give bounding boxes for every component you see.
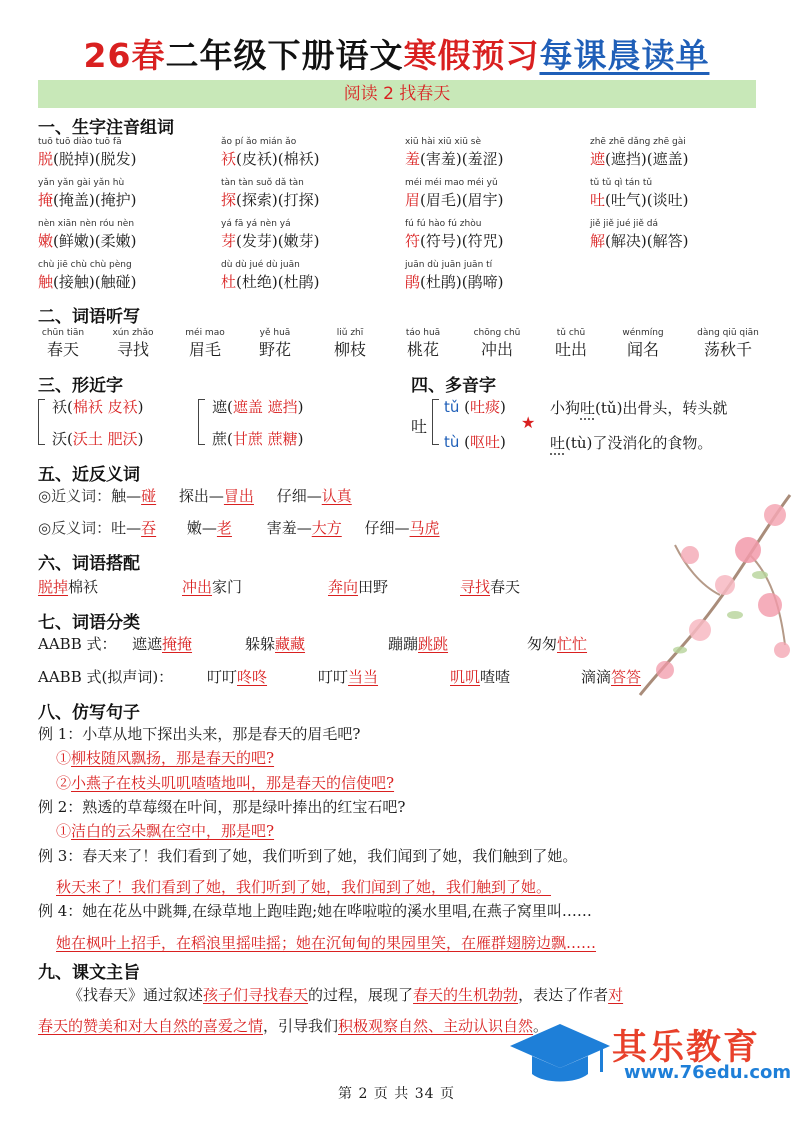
antonym-2-word: 嫩— bbox=[186, 519, 217, 537]
char-words bbox=[590, 230, 688, 252]
theme-p5: ，表达了作者 bbox=[518, 986, 609, 1004]
antonym-line bbox=[38, 517, 440, 538]
char-compounds: (吐气)(谈吐) bbox=[605, 191, 689, 209]
collocation-2-noun: 家门 bbox=[212, 578, 243, 596]
section-heading-1: 一、生字注音组词 bbox=[38, 118, 174, 138]
blossom-2 bbox=[735, 537, 761, 563]
ex4-ans: 她在枫叶上招手，在稻浪里摇哇摇；她在沉甸甸的果园里笑，在雁群翅膀边飘…… bbox=[56, 934, 597, 952]
classify-r1-3-a: 蹦蹦 bbox=[388, 635, 419, 653]
synonym-1-word: 触— bbox=[111, 487, 142, 505]
collocation-4-verb: 寻找 bbox=[460, 578, 491, 596]
polyphone-py-2: tù bbox=[444, 433, 460, 451]
char-words bbox=[405, 271, 503, 293]
star-icon: ★ bbox=[521, 413, 536, 432]
section-heading-7: 七、词语分类 bbox=[38, 613, 140, 633]
classify-row2-item-1 bbox=[207, 666, 267, 687]
char-words bbox=[38, 148, 136, 170]
classify-row2-item-3 bbox=[450, 666, 510, 687]
char-glyph: 符 bbox=[405, 232, 421, 250]
classify-r2-3-a: 叽叽 bbox=[450, 668, 481, 686]
char-compounds: (接触)(触碰) bbox=[53, 273, 137, 291]
classify-r1-2-a: 躲躲 bbox=[245, 635, 276, 653]
char-pinyin: yǎn yǎn gài yǎn hù bbox=[38, 178, 125, 188]
dictation-pinyin: yě huā bbox=[259, 328, 291, 338]
polyphone-s1-char: 吐 bbox=[580, 399, 596, 417]
polyphone-sentence-2 bbox=[550, 432, 712, 453]
char-compounds: (鲜嫩)(柔嫩) bbox=[53, 232, 137, 250]
example-1: 例 1：小草从地下探出头来，那是春天的眉毛吧? bbox=[38, 725, 361, 743]
bracket-left-1 bbox=[38, 399, 45, 445]
char-glyph: 脱 bbox=[38, 150, 54, 168]
classify-r1-3-b: 跳跳 bbox=[418, 635, 449, 653]
example-2-answer-1 bbox=[56, 820, 274, 841]
synonym-1-answer: 碰 bbox=[141, 487, 157, 505]
classify-r1-1-a: 遮遮 bbox=[132, 635, 163, 653]
dictation-word bbox=[472, 327, 522, 361]
char-glyph: 触 bbox=[38, 273, 54, 291]
theme-p1: 《找春天》通过叙述 bbox=[68, 986, 204, 1004]
char-compounds: (眉毛)(眉宇) bbox=[420, 191, 504, 209]
char-entry bbox=[590, 136, 688, 170]
theme-line-2 bbox=[38, 1015, 548, 1036]
similar-4-words: 甘蔗 蔗糖 bbox=[232, 430, 298, 448]
char-words bbox=[405, 148, 503, 170]
char-glyph: 羞 bbox=[405, 150, 421, 168]
char-words bbox=[405, 230, 503, 252]
section-heading-9: 九、课文主旨 bbox=[38, 963, 140, 983]
classify-row1-item-2 bbox=[245, 633, 305, 654]
char-entry bbox=[221, 218, 319, 252]
similar-3-words: 遮盖 遮挡 bbox=[232, 398, 298, 416]
similar-2-words: 沃土 肥沃 bbox=[72, 430, 138, 448]
dictation-text: 柳枝 bbox=[333, 340, 366, 359]
char-pinyin: ǎo pí ǎo mián ǎo bbox=[221, 137, 297, 147]
char-pinyin: fú fú hào fú zhòu bbox=[405, 219, 482, 229]
char-compounds: (探索)(打探) bbox=[236, 191, 320, 209]
char-glyph: 芽 bbox=[221, 232, 237, 250]
dictation-word bbox=[38, 327, 88, 361]
char-glyph: 遮 bbox=[590, 150, 606, 168]
similar-3-close: ) bbox=[297, 398, 304, 416]
title-reading-list: 每课晨读单 bbox=[539, 36, 710, 75]
example-1-answer-1 bbox=[56, 747, 274, 768]
char-pinyin: xiū hài xiū xiū sè bbox=[405, 137, 481, 147]
similar-row-4 bbox=[212, 428, 304, 449]
polyphone-py-1: tǔ bbox=[444, 398, 460, 416]
antonym-2-answer: 老 bbox=[216, 519, 232, 537]
char-pinyin: tàn tàn suǒ dǎ tàn bbox=[221, 178, 304, 188]
classify-row1-item-3 bbox=[388, 633, 448, 654]
char-compounds: (解决)(解答) bbox=[605, 232, 689, 250]
classify-r2-4-a: 滴滴 bbox=[581, 668, 612, 686]
blossom-7 bbox=[774, 642, 790, 658]
char-compounds: (杜绝)(杜鹃) bbox=[236, 273, 320, 291]
char-words bbox=[38, 189, 136, 211]
title-preview: 寒假预习 bbox=[403, 36, 540, 75]
synonym-label: ◎近义词： bbox=[38, 487, 112, 505]
char-compounds: (掩盖)(掩护) bbox=[53, 191, 137, 209]
logo-url: www.76edu.com bbox=[624, 1062, 792, 1083]
char-pinyin: jiě jiě jué jiě dá bbox=[590, 219, 659, 229]
char-entry bbox=[221, 177, 319, 211]
classify-r1-2-b: 藏藏 bbox=[275, 635, 306, 653]
char-pinyin: yá fā yá nèn yá bbox=[221, 219, 291, 229]
collocation-1 bbox=[38, 576, 98, 597]
blossom-5 bbox=[758, 593, 782, 617]
dictation-pinyin: méi mao bbox=[185, 328, 225, 338]
classify-row1-item-4 bbox=[527, 633, 587, 654]
char-words bbox=[221, 148, 319, 170]
dictation-text: 春天 bbox=[46, 340, 79, 359]
collocation-1-noun: 棉袄 bbox=[68, 578, 99, 596]
antonym-1-word: 吐— bbox=[111, 519, 142, 537]
polyphone-s2-rest: (tù)了没消化的食物。 bbox=[565, 434, 713, 452]
dictation-text: 眉毛 bbox=[188, 340, 221, 359]
char-glyph: 鹃 bbox=[405, 273, 421, 291]
antonym-4-word: 仔细— bbox=[364, 519, 410, 537]
blossom-6 bbox=[689, 619, 711, 641]
similar-2-close: ) bbox=[137, 430, 144, 448]
char-words bbox=[405, 189, 503, 211]
dictation-pinyin: tǔ chū bbox=[556, 328, 586, 338]
collocation-3-noun: 田野 bbox=[358, 578, 389, 596]
ex1-ans-1: 柳枝随风飘扬，那是春天的吧? bbox=[71, 749, 275, 767]
synonym-2-word: 探出— bbox=[178, 487, 224, 505]
char-glyph: 掩 bbox=[38, 191, 54, 209]
char-compounds: (害羞)(羞涩) bbox=[420, 150, 504, 168]
section-heading-8: 八、仿写句子 bbox=[38, 703, 140, 723]
theme-p9: 积极观察自然、主动认识自然 bbox=[338, 1017, 534, 1035]
dictation-text: 荡秋千 bbox=[703, 340, 752, 359]
similar-1-close: ) bbox=[137, 398, 144, 416]
classify-r2-4-b: 答答 bbox=[611, 668, 642, 686]
polyphone-2-open: ( bbox=[464, 433, 471, 451]
char-words bbox=[38, 271, 136, 293]
antonym-3-word: 害羞— bbox=[266, 519, 312, 537]
theme-p6: 对 bbox=[608, 986, 624, 1004]
classify-row2-label: AABB 式(拟声词)： bbox=[38, 668, 174, 686]
similar-2-char: 沃( bbox=[52, 430, 73, 448]
similar-row-1 bbox=[52, 396, 144, 417]
char-glyph: 嫩 bbox=[38, 232, 54, 250]
classify-r1-1-b: 掩掩 bbox=[162, 635, 193, 653]
char-pinyin: juān dù juān juān tí bbox=[405, 260, 493, 270]
polyphone-s2-char: 吐 bbox=[550, 434, 566, 452]
polyphone-word-2: 呕吐 bbox=[470, 433, 501, 451]
dictation-word bbox=[618, 327, 668, 361]
leaf-1 bbox=[727, 611, 743, 619]
similar-3-char: 遮( bbox=[212, 398, 233, 416]
char-words bbox=[590, 148, 688, 170]
theme-p3: 的过程，展现了 bbox=[308, 986, 414, 1004]
bracket-left-2 bbox=[198, 399, 205, 445]
cap-tassel bbox=[600, 1048, 603, 1072]
synonym-3-answer: 认真 bbox=[321, 487, 352, 505]
similar-1-words: 棉袄 皮袄 bbox=[72, 398, 138, 416]
char-compounds: (皮袄)(棉袄) bbox=[236, 150, 320, 168]
char-entry bbox=[38, 218, 136, 252]
char-compounds: (脱掉)(脱发) bbox=[53, 150, 137, 168]
title-year: 26春 bbox=[83, 36, 166, 75]
classify-r1-4-a: 匆匆 bbox=[527, 635, 558, 653]
char-pinyin: chù jiē chù chù pèng bbox=[38, 260, 132, 270]
blossom-decoration bbox=[630, 455, 793, 705]
char-entry bbox=[590, 218, 688, 252]
dictation-pinyin: xún zhǎo bbox=[112, 328, 154, 338]
section-heading-3: 三、形近字 bbox=[38, 376, 123, 396]
char-glyph: 吐 bbox=[590, 191, 606, 209]
collocation-1-verb: 脱掉 bbox=[38, 578, 69, 596]
polyphone-row-1 bbox=[444, 396, 506, 417]
synonym-line bbox=[38, 485, 352, 506]
char-glyph: 杜 bbox=[221, 273, 237, 291]
similar-4-char: 蔗( bbox=[212, 430, 233, 448]
collocation-2-verb: 冲出 bbox=[182, 578, 213, 596]
char-compounds: (杜鹃)(鹃啼) bbox=[420, 273, 504, 291]
classify-r1-4-b: 忙忙 bbox=[557, 635, 588, 653]
antonym-1-answer: 吞 bbox=[141, 519, 157, 537]
example-3: 例 3：春天来了！我们看到了她，我们听到了她，我们闻到了她，我们触到了她。 bbox=[38, 847, 578, 865]
char-compounds: (发芽)(嫩芽) bbox=[236, 232, 320, 250]
char-entry bbox=[405, 218, 503, 252]
antonym-4-answer: 马虎 bbox=[409, 519, 440, 537]
blossom-3 bbox=[715, 575, 735, 595]
classify-r2-1-a: 叮叮 bbox=[207, 668, 238, 686]
ex1-ans-2: 小燕子在枝头叽叽喳喳地叫，那是春天的信使吧? bbox=[71, 774, 395, 792]
polyphone-1-open: ( bbox=[464, 398, 471, 416]
example-4: 例 4：她在花丛中跳舞,在绿草地上跑哇跑;她在哗啦啦的溪水里唱,在燕子窝里叫…… bbox=[38, 902, 592, 920]
collocation-4 bbox=[460, 576, 520, 597]
collocation-3 bbox=[328, 576, 388, 597]
theme-p8: ，引导我们 bbox=[263, 1017, 339, 1035]
char-entry bbox=[38, 259, 136, 293]
polyphone-char: 吐 bbox=[411, 417, 428, 436]
similar-row-2 bbox=[52, 428, 144, 449]
classify-row1-item-1 bbox=[132, 633, 192, 654]
classify-r2-2-b: 当当 bbox=[348, 668, 379, 686]
char-entry bbox=[405, 136, 503, 170]
section-heading-4: 四、多音字 bbox=[411, 376, 496, 396]
synonym-3-word: 仔细— bbox=[276, 487, 322, 505]
dictation-pinyin: chōng chū bbox=[473, 328, 521, 338]
dictation-text: 吐出 bbox=[554, 340, 587, 359]
collocation-2 bbox=[182, 576, 242, 597]
section-heading-6: 六、词语搭配 bbox=[38, 554, 140, 574]
blossom-4 bbox=[681, 546, 699, 564]
dictation-word bbox=[546, 327, 596, 361]
classify-r2-2-a: 叮叮 bbox=[318, 668, 349, 686]
char-words bbox=[38, 230, 136, 252]
dictation-text: 寻找 bbox=[116, 340, 149, 359]
char-entry bbox=[405, 177, 503, 211]
blossom-8 bbox=[656, 661, 674, 679]
similar-row-3 bbox=[212, 396, 304, 417]
page-number: 第 2 页 共 34 页 bbox=[338, 1086, 455, 1102]
polyphone-2-close: ) bbox=[500, 433, 506, 451]
dictation-word bbox=[180, 327, 230, 361]
dictation-word bbox=[108, 327, 158, 361]
classify-r2-3-b: 喳喳 bbox=[480, 668, 511, 686]
ex2-num-1: ① bbox=[56, 822, 72, 840]
dictation-word bbox=[398, 327, 448, 361]
char-compounds: (遮挡)(遮盖) bbox=[605, 150, 689, 168]
theme-p2: 孩子们寻找春天 bbox=[203, 986, 309, 1004]
classify-r2-1-b: 咚咚 bbox=[237, 668, 268, 686]
char-glyph: 袄 bbox=[221, 150, 237, 168]
char-pinyin: dù dù jué dù juān bbox=[221, 260, 300, 270]
dictation-word bbox=[325, 327, 375, 361]
theme-p4: 春天的生机勃勃 bbox=[413, 986, 519, 1004]
char-pinyin: nèn xiān nèn róu nèn bbox=[38, 219, 135, 229]
cap-top bbox=[510, 1024, 610, 1068]
ex3-ans: 秋天来了！我们看到了她，我们听到了她，我们闻到了她，我们触到了她。 bbox=[56, 878, 552, 896]
dictation-text: 冲出 bbox=[480, 340, 513, 359]
synonym-2-answer: 冒出 bbox=[223, 487, 254, 505]
polyphone-word-1: 吐痰 bbox=[470, 398, 501, 416]
char-words bbox=[221, 230, 319, 252]
theme-line-1 bbox=[68, 984, 623, 1005]
classify-row2-item-2 bbox=[318, 666, 378, 687]
polyphone-s1-a: 小狗 bbox=[550, 399, 581, 417]
char-entry bbox=[38, 136, 136, 170]
polyphone-sentence-1 bbox=[550, 397, 727, 418]
page-title bbox=[0, 30, 793, 77]
example-3-answer bbox=[56, 876, 551, 897]
theme-p7: 春天的赞美和对大自然的喜爱之情 bbox=[38, 1017, 264, 1035]
title-grade: 二年级下册语文 bbox=[165, 36, 404, 75]
dictation-pinyin: wénmíng bbox=[622, 328, 664, 338]
char-pinyin: méi méi mao méi yǔ bbox=[405, 178, 498, 188]
classify-row1-label: AABB 式： bbox=[38, 635, 117, 653]
graduation-cap-icon bbox=[508, 1020, 612, 1088]
example-1-answer-2 bbox=[56, 772, 394, 793]
collocation-3-verb: 奔向 bbox=[328, 578, 359, 596]
char-entry bbox=[221, 136, 319, 170]
char-entry bbox=[221, 259, 319, 293]
blossom-1 bbox=[764, 504, 786, 526]
char-words bbox=[590, 189, 688, 211]
example-4-answer bbox=[56, 932, 596, 953]
char-pinyin: zhē zhē dǎng zhē gài bbox=[590, 137, 686, 147]
section-heading-5: 五、近反义词 bbox=[38, 465, 140, 485]
theme-p10: 。 bbox=[533, 1017, 549, 1035]
char-entry bbox=[590, 177, 688, 211]
section-heading-2: 二、词语听写 bbox=[38, 307, 140, 327]
char-pinyin: tǔ tǔ qì tán tǔ bbox=[590, 178, 653, 188]
char-entry bbox=[405, 259, 503, 293]
similar-1-char: 袄( bbox=[52, 398, 73, 416]
polyphone-row-2 bbox=[444, 431, 506, 452]
antonym-3-answer: 大方 bbox=[311, 519, 342, 537]
dictation-text: 闻名 bbox=[626, 340, 659, 359]
dictation-text: 野花 bbox=[258, 340, 291, 359]
dictation-pinyin: chūn tiān bbox=[41, 328, 85, 338]
leaf-2 bbox=[752, 571, 768, 579]
antonym-label: ◎反义词： bbox=[38, 519, 112, 537]
ex2-ans-1: 洁白的云朵飘在空中，那是吧? bbox=[71, 822, 275, 840]
dictation-pinyin: liǔ zhī bbox=[336, 328, 364, 338]
dictation-word bbox=[693, 327, 763, 361]
char-glyph: 解 bbox=[590, 232, 606, 250]
dictation-word bbox=[250, 327, 300, 361]
char-compounds: (符号)(符咒) bbox=[420, 232, 504, 250]
polyphone-s1-rest: (tǔ)出骨头，转头就 bbox=[595, 399, 728, 417]
char-glyph: 眉 bbox=[405, 191, 421, 209]
ex1-num-2: ② bbox=[56, 774, 72, 792]
example-2: 例 2：熟透的草莓缀在叶间，那是绿叶捧出的红宝石吧? bbox=[38, 798, 406, 816]
polyphone-bracket bbox=[432, 399, 439, 445]
similar-4-close: ) bbox=[297, 430, 304, 448]
char-glyph: 探 bbox=[221, 191, 237, 209]
lesson-banner: 阅读 2 找春天 bbox=[38, 80, 756, 108]
char-words bbox=[221, 271, 319, 293]
char-pinyin: tuō tuō diào tuō fā bbox=[38, 137, 122, 147]
polyphone-1-close: ) bbox=[500, 398, 506, 416]
collocation-4-noun: 春天 bbox=[490, 578, 521, 596]
ex1-num-1: ① bbox=[56, 749, 72, 767]
dictation-text: 桃花 bbox=[406, 340, 439, 359]
char-words bbox=[221, 189, 319, 211]
dictation-pinyin: dàng qiū qiān bbox=[697, 328, 759, 338]
logo-text: 其乐教育 bbox=[612, 1028, 761, 1068]
leaf-3 bbox=[673, 647, 687, 654]
char-entry bbox=[38, 177, 136, 211]
dictation-pinyin: táo huā bbox=[405, 328, 441, 338]
